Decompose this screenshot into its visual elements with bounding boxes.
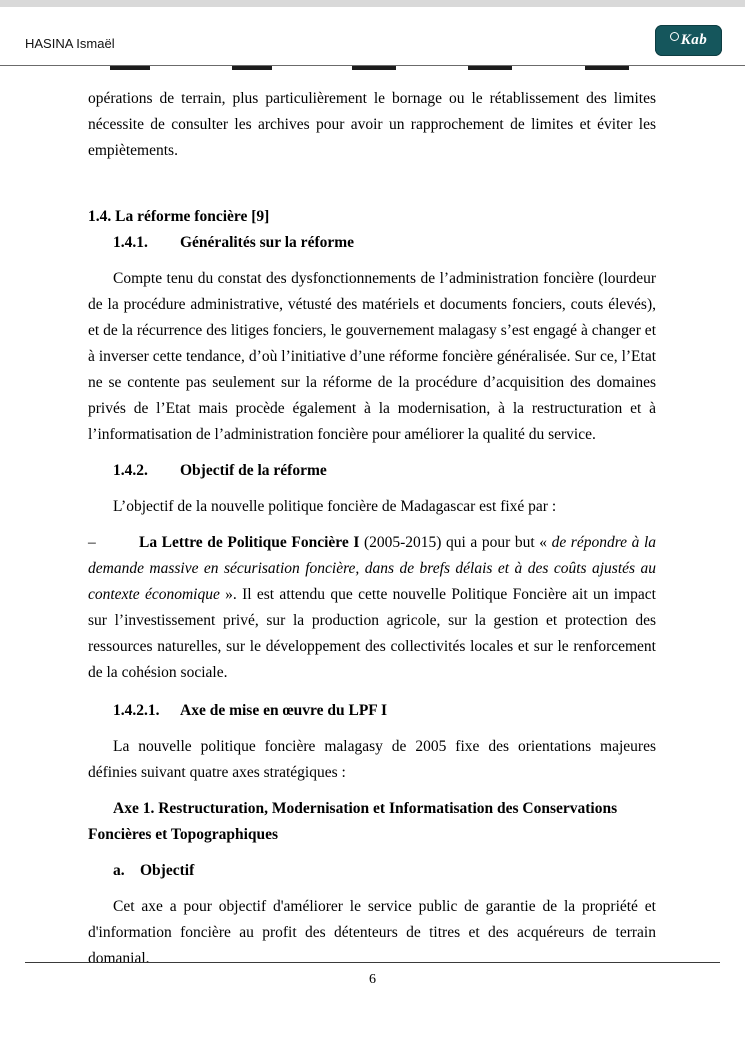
paragraph-axes: La nouvelle politique foncière malagasy de 2005 fixe des orientations majeures définies suivant quatre axes stratégiques : xyxy=(88,738,656,781)
rule-mark xyxy=(352,66,396,70)
item-letter: a. xyxy=(113,862,125,879)
logo xyxy=(655,25,722,56)
paragraph-objectif: L’objectif de la nouvelle politique foncière de Madagascar est fixé par : xyxy=(113,498,557,515)
scan-edge xyxy=(0,0,745,7)
paragraph-axe1: Axe 1. Restructuration, Modernisation et Informatisation des Conservations Foncières et Topographiques xyxy=(88,800,618,843)
page-header xyxy=(0,7,745,66)
item-title: Objectif xyxy=(140,862,195,879)
heading-1-4-1 xyxy=(88,230,656,256)
rule-mark xyxy=(110,66,150,70)
rule-mark xyxy=(468,66,512,70)
heading-1-4-2 xyxy=(88,458,656,484)
list-item-lpf xyxy=(88,530,656,686)
footer-rule xyxy=(25,962,720,963)
heading-1-4: 1.4. La réforme foncière [9] xyxy=(88,208,270,225)
header-rule-marks xyxy=(0,66,745,72)
logo-text: Kab xyxy=(680,32,708,48)
paragraph-intro: opérations de terrain, plus particulièrement le bornage ou le rétablissement des limites nécessite de consulter les archives pour avoir un rapprochement de limites et éviter les empiètements. xyxy=(88,90,656,159)
document-content xyxy=(88,86,656,972)
heading-title: Objectif de la réforme xyxy=(180,462,327,479)
heading-number: 1.4.2. xyxy=(113,462,148,479)
logo-ring-icon xyxy=(670,32,679,41)
heading-number: 1.4.2.1. xyxy=(113,702,160,719)
heading-number: 1.4.1. xyxy=(113,234,148,251)
heading-title: Axe de mise en œuvre du LPF I xyxy=(180,702,388,719)
page-number: 6 xyxy=(369,972,376,987)
dash-bullet: – xyxy=(88,534,96,551)
lpf-rest: ». Il est attendu que cette nouvelle Politique Foncière ait un impact sur l’investissement privé, sur la production agricole, sur la gestion et protection des ressources naturelles, sur le développement des collectivités locales et sur le renforcement de la cohésion sociale. xyxy=(88,586,656,681)
lpf-title: La Lettre de Politique Foncière I xyxy=(139,534,360,551)
paragraph-cet-axe: Cet axe a pour objectif d'améliorer le service public de garantie de la propriété et d'information foncière au profit des détenteurs de titres et des acquéreurs de terrain domanial. xyxy=(88,898,656,967)
lpf-mid: (2005-2015) qui a pour but « xyxy=(359,534,552,551)
header-author: HASINA Ismaël xyxy=(25,36,115,51)
rule-mark xyxy=(232,66,272,70)
lpf-quote: de répondre à la demande massive en sécurisation foncière, dans de brefs délais et à des coûts ajustés au contexte économique xyxy=(88,534,657,603)
heading-item-a xyxy=(88,858,656,884)
rule-mark xyxy=(585,66,629,70)
paragraph-constat: Compte tenu du constat des dysfonctionnements de l’administration foncière (lourdeur de la procédure administrative, vétusté des matériels et documents fonciers, couts élevés), et de la récurrence des litiges fonciers, le gouvernement malagasy s’est engagé à changer et à inverser cette tendance, d’où l’initiative d’une réforme foncière généralisée. Sur ce, l’Etat ne se contente pas seulement sur la réforme de la procédure d’acquisition des domaines privés de l’Etat mais procède également à la modernisation, à la restructuration et à l’informatisation de l’administration foncière pour améliorer la qualité du service. xyxy=(88,270,656,443)
heading-1-4-2-1 xyxy=(88,698,656,724)
heading-title: Généralités sur la réforme xyxy=(180,234,355,251)
